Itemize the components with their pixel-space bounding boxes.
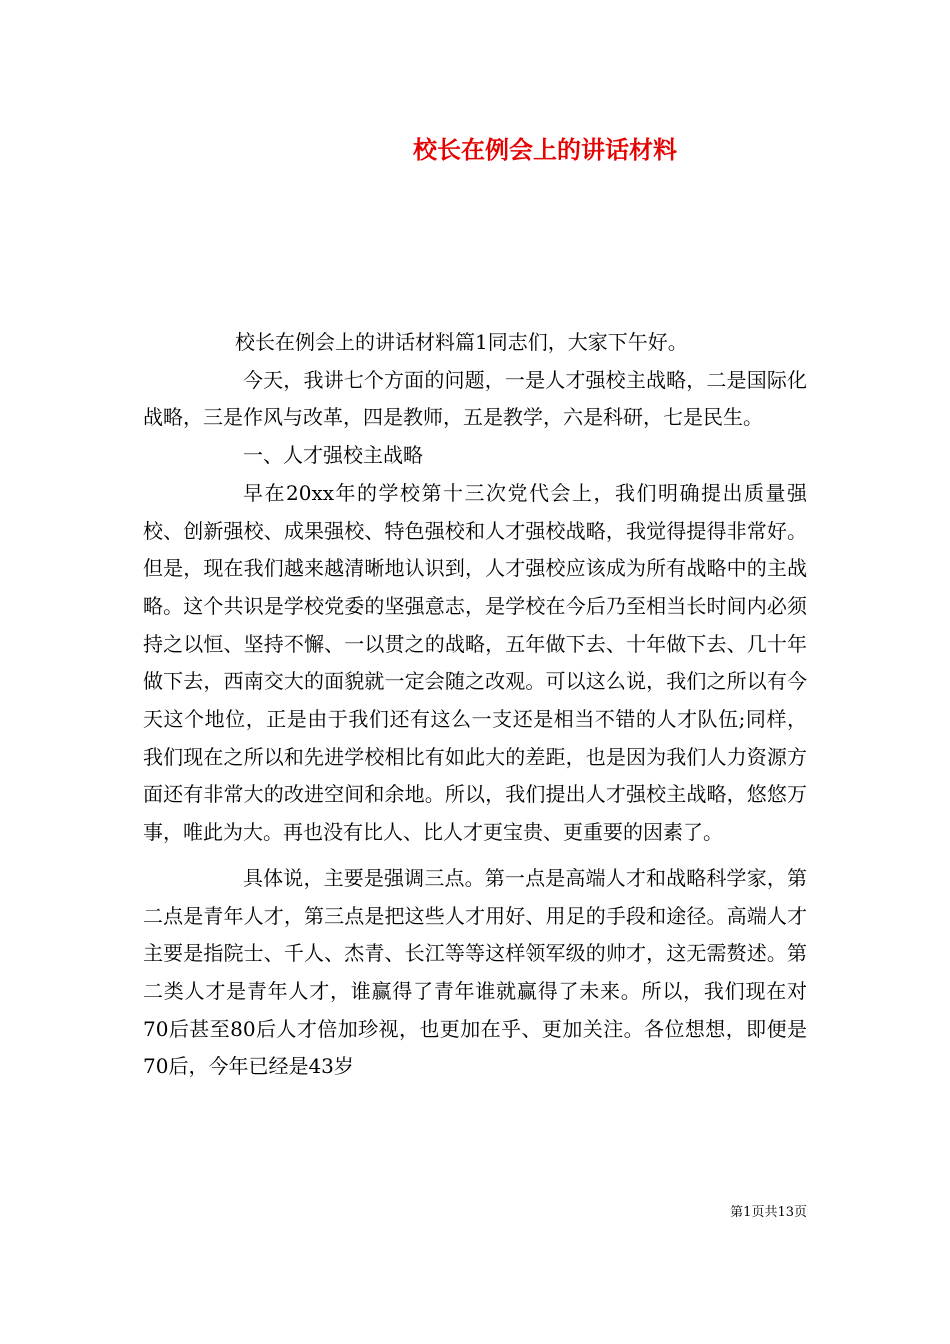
section-heading: 一、人才强校主战略: [243, 443, 423, 468]
document-title: 校长在例会上的讲话材料: [413, 135, 677, 164]
page-number-footer: 第1页共13页: [730, 1205, 807, 1220]
paragraph-details: 具体说，主要是强调三点。第一点是高端人才和战略科学家，第二点是青年人才，第三点是把这些人才用好、用足的手段和途径。高端人才主要是指院士、千人、杰青、长江等等这样领军级的帅才，这无需赘述。第二类人才是青年人才，谁赢得了青年谁就赢得了未来。所以，我们现在对70后甚至80后人才倍加珍视，也更加在乎、更加关注。各位想想，即便是70后，今年已经是43岁: [143, 865, 807, 1079]
paragraph-strategy: 早在20xx年的学校第十三次党代会上，我们明确提出质量强校、创新强校、成果强校、特色强校和人才强校战略，我觉得提得非常好。但是，现在我们越来越清晰地认识到，人才强校应该成为所有战略中的主战略。这个共识是学校党委的坚强意志，是学校在今后乃至相当长时间内必须持之以恒、坚持不懈、一以贯之的战略，五年做下去、十年做下去、几十年做下去，西南交大的面貌就一定会随之改观。可以这么说，我们之所以有今天这个地位，正是由于我们还有这么一支还是相当不错的人才队伍;同样，我们现在之所以和先进学校相比有如此大的差距，也是因为我们人力资源方面还有非常大的改进空间和余地。所以，我们提出人才强校主战略，悠悠万事，唯此为大。再也没有比人、比人才更宝贵、更重要的因素了。: [143, 480, 807, 845]
document-body: [143, 324, 807, 1086]
paragraph-overview: 今天，我讲七个方面的问题，一是人才强校主战略，二是国际化战略，三是作风与改革，四是教师，五是教学，六是科研，七是民生。: [143, 367, 807, 430]
paragraph-opening: 校长在例会上的讲话材料篇1同志们，大家下午好。: [235, 330, 688, 354]
